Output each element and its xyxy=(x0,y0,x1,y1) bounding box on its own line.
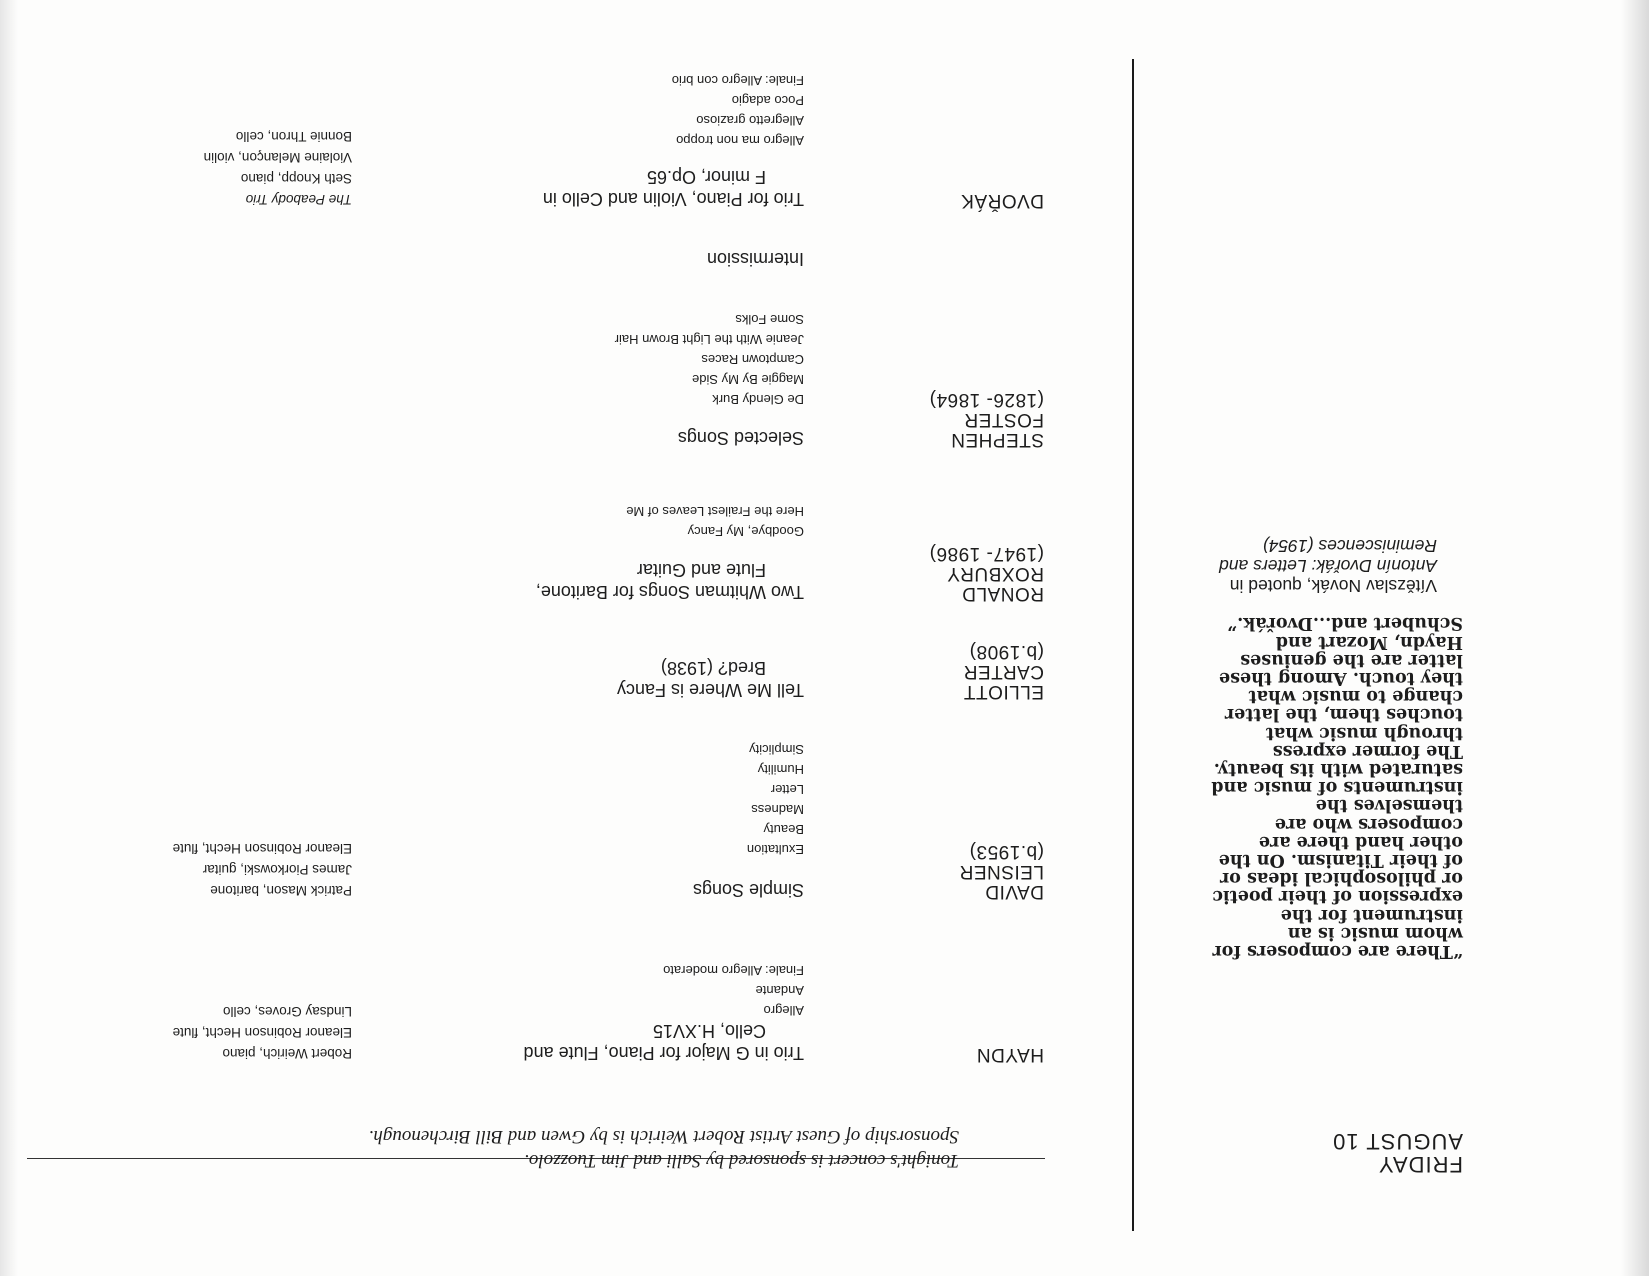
work-title-line: Simple Songs xyxy=(692,880,804,900)
composer-name: STEPHEN xyxy=(950,429,1044,450)
movement: Humility xyxy=(757,762,804,777)
performer: Lindsay Groves, cello xyxy=(222,1004,352,1019)
day-heading xyxy=(1332,1130,1463,1176)
performers-haydn xyxy=(173,1001,352,1064)
movement: Allegretto grazioso xyxy=(696,113,804,128)
work-title-leisner xyxy=(693,879,804,901)
work-title-line: Flute and Guitar xyxy=(636,560,766,580)
movements-foster xyxy=(615,309,804,409)
movements-dvorak xyxy=(672,70,804,150)
quote-attribution xyxy=(1219,536,1437,596)
composer-quote xyxy=(1211,614,1463,960)
composer-leisner xyxy=(959,841,1044,901)
movement: Allegro xyxy=(763,1003,804,1018)
quote-line: they touch. Among these xyxy=(1219,667,1463,688)
performer: Eleanor Robinson Hecht, flute xyxy=(172,841,352,856)
performer: Robert Weirich, piano xyxy=(222,1046,352,1061)
composer-name: ELLIOTT xyxy=(963,681,1044,702)
work-title-line: Selected Songs xyxy=(677,428,804,448)
attribution-line: Vítězslav Novák, quoted in xyxy=(1229,576,1437,596)
quote-line: The former express xyxy=(1272,740,1463,761)
composer-name: LEISNER xyxy=(959,861,1044,882)
performer: Violaine Melançon, violin xyxy=(203,150,352,165)
performer: James Piorkowski, guitar xyxy=(202,862,352,877)
composer-dates: (b.1953) xyxy=(969,841,1044,862)
page-edge-shadow-right xyxy=(0,0,18,1276)
quote-line: touches them, the latter xyxy=(1224,704,1463,725)
composer-haydn xyxy=(976,1044,1044,1064)
attribution-source: Reminiscences (1954) xyxy=(1262,536,1437,556)
movement: Some Folks xyxy=(735,312,804,327)
movement: Madness xyxy=(751,802,804,817)
work-title-foster xyxy=(678,427,804,449)
attribution-source: Antonín Dvořák: Letters and xyxy=(1219,556,1437,576)
sponsor-line: Tonight's concert is sponsored by Salli and Jim Tuozzolo. xyxy=(524,1150,959,1171)
quote-line: “There are composers for xyxy=(1212,941,1463,961)
composer-name: RONALD xyxy=(961,583,1044,604)
movements-leisner xyxy=(747,739,804,859)
composer-name: HAYDN xyxy=(976,1044,1044,1065)
work-title-line: Bred? (1938) xyxy=(660,658,766,678)
performers-dvorak xyxy=(204,126,352,210)
work-title-roxbury xyxy=(536,559,804,603)
quote-line: Haydn, Mozart and xyxy=(1275,631,1463,652)
movement: Andante xyxy=(755,983,804,998)
work-title-line: Cello, H.XV15 xyxy=(652,1021,766,1041)
page-edge-shadow xyxy=(1621,0,1649,1276)
quote-line: composers who are xyxy=(1274,813,1463,834)
movement: Exultation xyxy=(746,842,804,857)
column-divider xyxy=(1132,59,1134,1231)
movement: Finale: Allegro moderato xyxy=(663,963,804,978)
performers-leisner xyxy=(173,838,352,901)
movement: Poco adagio xyxy=(731,93,804,108)
work-title-line: Two Whitman Songs for Baritone, xyxy=(535,582,804,602)
composer-name: FOSTER xyxy=(963,409,1044,430)
work-title-haydn xyxy=(524,1020,804,1064)
movement: Camptown Races xyxy=(701,352,804,367)
composer-name: CARTER xyxy=(963,661,1044,682)
movement: Maggie By My Side xyxy=(692,372,804,387)
work-title-line: Trio for Piano, Violin and Cello in xyxy=(542,189,804,209)
day-label: FRIDAY xyxy=(1377,1152,1463,1177)
quote-line: Schubert and...Dvořák.” xyxy=(1227,613,1463,634)
quote-line: themselves the xyxy=(1315,795,1463,816)
performer: Bonnie Thron, cello xyxy=(235,129,352,144)
performer: Seth Knopp, piano xyxy=(240,171,352,186)
composer-dates: (1826- 1864) xyxy=(929,389,1044,410)
quote-line: expression of their poetic xyxy=(1212,886,1463,907)
work-title-line: Tell Me Where is Fancy xyxy=(616,680,804,700)
sponsor-line: Sponsorship of Guest Artist Robert Weirich is by Gwen and Bill Birchenough. xyxy=(368,1126,959,1147)
movement: Jeanie With the Light Brown Hair xyxy=(614,332,804,347)
composer-dvorak xyxy=(961,190,1044,210)
composer-name: ROXBURY xyxy=(946,563,1044,584)
intermission-label: Intermission xyxy=(706,249,804,269)
movement: Goodbye, My Fancy xyxy=(687,524,804,539)
movement: Letter xyxy=(770,782,804,797)
date-label: AUGUST 10 xyxy=(1332,1129,1463,1154)
quote-line: whom music is an xyxy=(1287,922,1463,943)
quote-line: instruments of music and xyxy=(1211,777,1463,798)
movement: Beauty xyxy=(763,822,804,837)
ensemble-name: The Peabody Trio xyxy=(245,192,352,207)
quote-line: latter are the geniuses xyxy=(1240,649,1463,670)
quote-line: or philosophical ideas or xyxy=(1220,868,1463,889)
composer-roxbury xyxy=(929,543,1044,603)
composer-foster xyxy=(929,389,1044,449)
quote-line: through music what xyxy=(1265,722,1463,743)
movement: Finale: Allegro con brio xyxy=(671,73,804,88)
quote-line: other hand there are xyxy=(1258,831,1463,852)
movement: De Glendy Burk xyxy=(712,392,804,407)
movement: Here the Frailest Leaves of Me xyxy=(626,504,804,519)
movement: Simplicity xyxy=(749,742,804,757)
quote-line: instrument for the xyxy=(1280,904,1463,925)
quote-line: of their Titanism. On the xyxy=(1218,849,1463,870)
movements-roxbury xyxy=(626,501,804,541)
movements-haydn xyxy=(663,960,804,1020)
composer-dates: (1947- 1986) xyxy=(929,543,1044,564)
composer-dates: (b.1908) xyxy=(969,641,1044,662)
composer-carter xyxy=(963,641,1044,701)
work-title-carter xyxy=(617,657,804,701)
performer: Eleanor Robinson Hecht, flute xyxy=(172,1025,352,1040)
sponsor-note xyxy=(369,1124,959,1172)
work-title-dvorak xyxy=(543,166,804,210)
quote-line: change to music what xyxy=(1248,686,1463,707)
movement: Allegro ma non troppo xyxy=(676,133,804,148)
composer-name: DAVID xyxy=(984,881,1044,902)
composer-name: DVOŘÁK xyxy=(960,190,1044,211)
work-title-line: F minor, Op.65 xyxy=(646,167,766,187)
quote-line: saturated with its beauty. xyxy=(1213,758,1463,779)
performer: Patrick Mason, baritone xyxy=(210,883,352,898)
work-title-line: Trio in G Major for Piano, Flute and xyxy=(523,1043,804,1063)
